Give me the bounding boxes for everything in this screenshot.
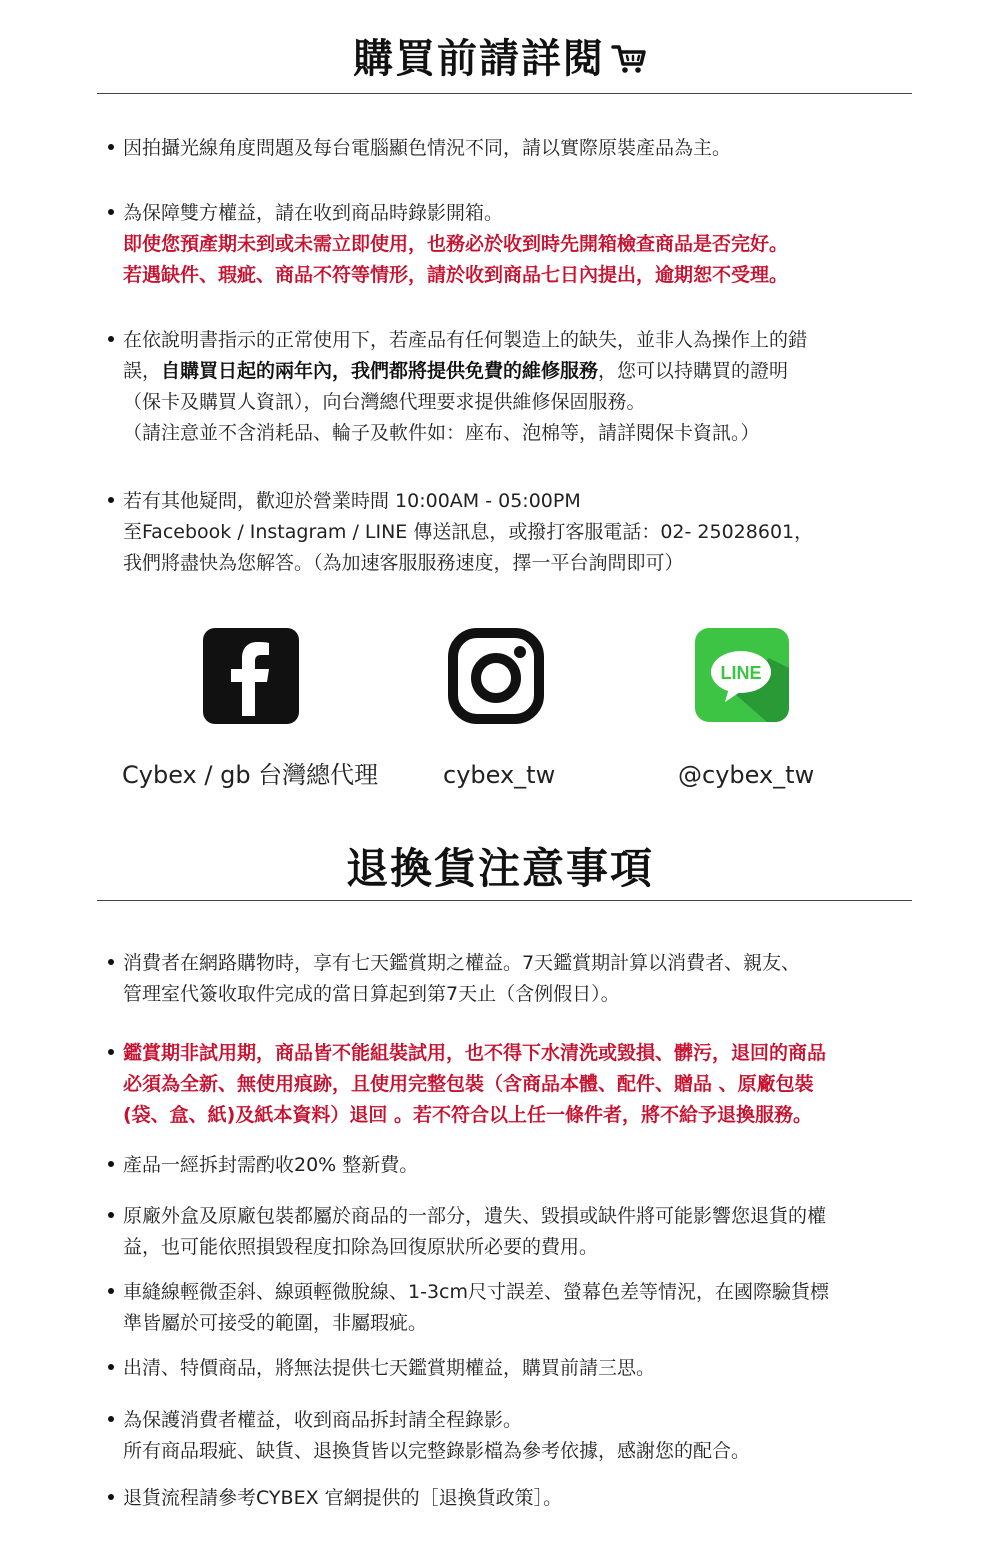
list-item-text: 為保障雙方權益，請在收到商品時錄影開箱。	[123, 202, 504, 224]
bullet-dot	[108, 1049, 114, 1055]
list-item-text: 產品一經拆封需酌收20% 整新費。	[123, 1154, 419, 1176]
bullet-dot	[108, 959, 114, 965]
bullet-dot	[108, 144, 114, 150]
list-item-text: 在依說明書指示的正常使用下，若產品有任何製造上的缺失，並非人為操作上的錯	[123, 329, 808, 351]
list-item-text: 所有商品瑕疵、缺貨、退換貨皆以完整錄影檔為參考依據，感謝您的配合。	[123, 1440, 751, 1462]
bullet-dot	[108, 1161, 114, 1167]
list-item	[108, 325, 928, 449]
section-title-return-policy	[0, 842, 1000, 896]
list-item-text: 至Facebook / Instagram / LINE 傳送訊息，或撥打客服電話：02- 25028601，	[123, 521, 814, 543]
warning-text: 鑑賞期非試用期，商品皆不能組裝試用，也不得下水清洗或毀損、髒污，退回的商品	[123, 1042, 827, 1064]
bullet-dot	[108, 1212, 114, 1218]
list-item	[108, 133, 928, 164]
list-item-text: ，您可以持購買的證明	[598, 360, 789, 382]
list-item-text: 益，也可能依照損毀程度扣除為回復原狀所必要的費用。	[123, 1236, 599, 1258]
warranty-highlight: 自購買日起的兩年內，我們都將提供免費的維修服務	[161, 360, 599, 382]
list-item-text: 為保護消費者權益，收到商品拆封請全程錄影。	[123, 1409, 523, 1431]
section-divider	[97, 900, 912, 901]
list-item-text: 管理室代簽收取件完成的當日算起到第7天止（含例假日）。	[123, 983, 620, 1005]
facebook-icon[interactable]	[203, 628, 299, 728]
warning-text: 若遇缺件、瑕疵、商品不符等情形，請於收到商品七日內提出，逾期恕不受理。	[123, 264, 789, 286]
list-item	[108, 1483, 928, 1514]
instagram-icon[interactable]	[448, 628, 544, 728]
list-item	[108, 198, 928, 291]
list-item	[108, 1201, 928, 1263]
bullet-dot	[108, 209, 114, 215]
list-item	[108, 1405, 928, 1467]
bullet-dot	[108, 1416, 114, 1422]
section-divider	[97, 93, 912, 94]
return-policy-link[interactable]: 退貨流程請參考CYBEX 官網提供的［退換貨政策］。	[123, 1487, 563, 1509]
line-label[interactable]: @cybex_tw	[678, 761, 815, 789]
list-item-text: 車縫線輕微歪斜、線頭輕微脫線、1-3cm尺寸誤差、螢幕色差等情況，在國際驗貨標	[123, 1281, 829, 1303]
list-item-text: 我們將盡快為您解答。（為加速客服服務速度，擇一平台詢問即可）	[123, 552, 684, 574]
list-item-text: 消費者在網路購物時，享有七天鑑賞期之權益。7天鑑賞期計算以消費者、親友、	[123, 952, 801, 974]
list-item-text: （請注意並不含消耗品、輪子及軟件如：座布、泡棉等，請詳閱保卡資訊。）	[123, 422, 760, 444]
bullet-dot	[108, 497, 114, 503]
list-item	[108, 1150, 928, 1181]
line-icon[interactable]	[695, 628, 789, 726]
list-item-text: 準皆屬於可接受的範圍，非屬瑕疵。	[123, 1312, 428, 1334]
warning-text: (袋、盒、紙)及紙本資料）退回 。若不符合以上任一條件者，將不給予退換服務。	[123, 1104, 812, 1126]
section-title-text: 退換貨注意事項	[345, 844, 654, 893]
bullet-dot	[108, 1364, 114, 1370]
bullet-dot	[108, 336, 114, 342]
list-item-text: 誤，	[123, 360, 162, 382]
section-title-text: 購買前請詳閱	[353, 36, 605, 82]
bullet-dot	[108, 1494, 114, 1500]
instagram-label[interactable]: cybex_tw	[443, 761, 556, 789]
bullet-dot	[108, 1288, 114, 1294]
list-item	[108, 1277, 928, 1339]
section-title-before-purchase	[0, 34, 1000, 86]
list-item-text: 原廠外盒及原廠包裝都屬於商品的一部分，遺失、毀損或缺件將可能影響您退貨的權	[123, 1205, 827, 1227]
list-item	[108, 1038, 928, 1131]
warning-text: 即使您預產期未到或未需立即使用，也務必於收到時先開箱檢查商品是否完好。	[123, 233, 789, 255]
list-item-text: 若有其他疑問，歡迎於營業時間 10:00AM - 05:00PM	[123, 490, 581, 512]
list-item	[108, 1353, 928, 1384]
warning-text: 必須為全新、無使用痕跡，且使用完整包裝（含商品本體、配件、贈品 、原廠包裝	[123, 1073, 814, 1095]
line-icon-text: LINE	[720, 663, 762, 683]
list-item-text: 因拍攝光線角度問題及每台電腦顯色情況不同，請以實際原裝產品為主。	[123, 137, 732, 159]
list-item-text: 出清、特價商品，將無法提供七天鑑賞期權益，購買前請三思。	[123, 1357, 656, 1379]
facebook-label[interactable]: Cybex / gb 台灣總代理	[122, 761, 379, 789]
shopping-cart-icon	[611, 36, 647, 86]
list-item	[108, 486, 928, 579]
list-item-text: （保卡及購買人資訊），向台灣總代理要求提供維修保固服務。	[123, 391, 646, 413]
list-item	[108, 948, 928, 1010]
